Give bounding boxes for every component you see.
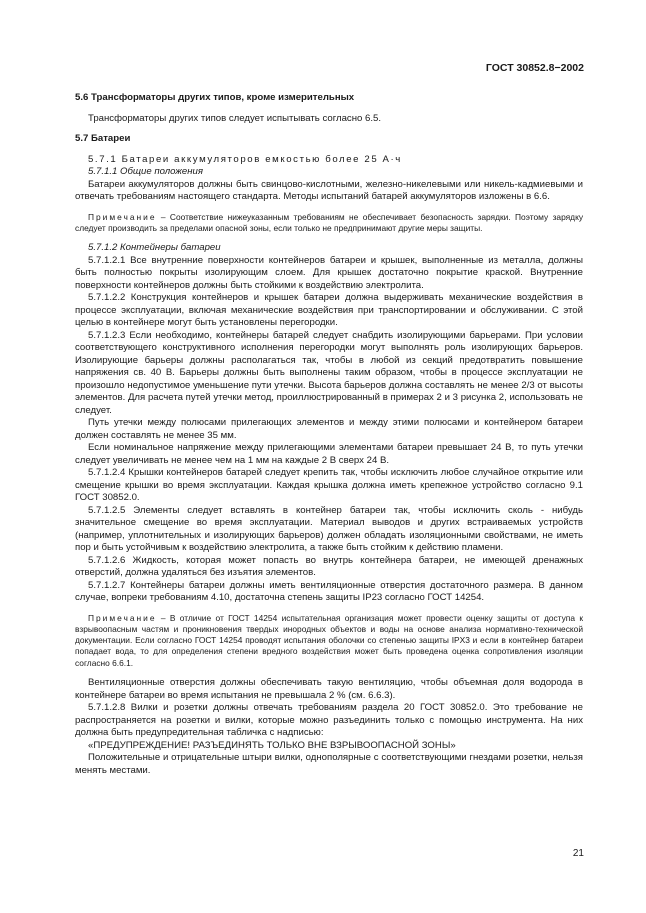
section-heading-5-6: 5.6 Трансформаторы других типов, кроме измерительных <box>75 92 355 103</box>
paragraph: Путь утечки между полюсами прилегающих элементов и между этими полюсами и контейнером батареи должен составлять не менее 35 мм. <box>75 417 583 441</box>
document-body <box>75 92 583 777</box>
warning-inscription: «ПРЕДУПРЕЖДЕНИЕ! РАЗЪЕДИНЯТЬ ТОЛЬКО ВНЕ ВЗРЫВООПАСНОЙ ЗОНЫ» <box>88 739 456 751</box>
paragraph: 5.7.1.2.6 Жидкость, которая может попасть во внутрь контейнера батареи, не имеющей дренажных отверстий, должна удаляться без изъятия элементов. <box>75 554 583 579</box>
paragraph: 5.7.1.2.1 Все внутренние поверхности контейнеров батареи и крышек, выполненные из металла, должны быть полностью покрыты изолирующим слоем. Для крышек достаточно покрытие краской. Внутренние поверхности контейнеров должны быть стойкими к воздействию электролита. <box>75 254 583 291</box>
paragraph: 5.7.1.2.5 Элементы следует вставлять в контейнер батареи так, чтобы исключить сколь - нибудь значительное смещение во время эксплуатации. Материал выводов и других встраиваемых устройств (например, уплотнительных и изолирующих барьеров) должен обладать изоляционными свойствами, не иметь пор и быть устойчивым к воздействию электролита, а также быть стойким к действию пламени. <box>75 504 583 554</box>
note-1 <box>75 212 583 235</box>
paragraph: 5.7.1.2.2 Конструкция контейнеров и крышек батареи должна выдерживать механические воздействия в процессе эксплуатации, включая механические воздействия при транспортировании и обслуживании. С этой целью в контейнере могут быть установлены перегородки. <box>75 292 583 329</box>
note-label: Примечание <box>88 211 157 222</box>
paragraph: Вентиляционные отверстия должны обеспечивать такую вентиляцию, чтобы объемная доля водорода в контейнере батареи во время испытания не превышала 2 % (см. 6.6.3). <box>75 677 583 701</box>
paragraph: 5.7.1.2.7 Контейнеры батареи должны иметь вентиляционные отверстия достаточного размера. В данном случае, вопреки требованиям 4.10, достаточна степень защиты IP23 согласно ГОСТ 14254. <box>75 579 583 604</box>
paragraph: Батареи аккумуляторов должны быть свинцово-кислотными, железно-никелевыми или никель-кадмиевыми и отвечать требованиям настоящего стандарта. Методы испытаний батарей аккумуляторов изложены в 6.6. <box>75 178 583 202</box>
subsection-title-5-7-1-2: 5.7.1.2 Контейнеры батареи <box>88 242 221 254</box>
document-code-header: ГОСТ 30852.8−2002 <box>485 62 584 74</box>
paragraph: 5.7.1.2.8 Вилки и розетки должны отвечать требованиям раздела 20 ГОСТ 30852.0. Это требование не распространяется на розетки и вилки, которые можно разъединить только с помощью инструмента. На них должна быть предупредительная табличка с надписью: <box>75 702 583 739</box>
section-heading-5-7: 5.7 Батареи <box>75 133 131 144</box>
note-2 <box>75 613 583 669</box>
subsection-heading-5-7-1: 5.7.1 Батареи аккумуляторов емкостью более 25 А·ч <box>88 153 402 165</box>
paragraph: Трансформаторы других типов следует испытывать согласно 6.5. <box>88 112 382 124</box>
note-text: – Соответствие нижеуказанным требованиям не обеспечивает безопасность зарядки. Поэтому зарядку следует производить за пределами опасной зоны, если только не предпринимают другие меры защиты. <box>75 211 584 233</box>
note-label: Примечание <box>88 612 157 623</box>
paragraph: 5.7.1.2.3 Если необходимо, контейнеры батарей следует снабдить изолирующими барьерами. При условии соответствующего конструктивного исполнения перегородки могут выполнять роль изолирующих барьеров. Изолирующие барьеры должны располагаться так, чтобы в любой из секций предотвратить повышение напряжения св. 40 В. Барьеры должны быть выполнены таким образом, чтобы в процессе эксплуатации не произошло недопустимое уменьшение пути утечки. Высота барьеров должна составлять не менее 2/3 от высоты элементов. Для расчета путей утечки метод, проиллюстрированный в примерах 2 и 3 рисунка 2, использовать не следует. <box>75 329 583 416</box>
paragraph: Если номинальное напряжение между прилегающими элементами батареи превышает 24 В, то путь утечки следует увеличивать не менее чем на 1 мм на каждые 2 В сверх 24 В. <box>75 442 583 466</box>
note-text: – В отличие от ГОСТ 14254 испытательная организация может провести оценку защиты от доступа к взрывоопасным частям и проникновения твердых инородных объектов и воды на основе анализа нормативно-технической документации. Если согласно ГОСТ 14254 проводят испытания оболочки со степенью защиты IPX3 и если в контейнер батареи попадает вода, то для определения степени вредного воздействия может быть проведена оценка сопротивления изоляции согласно 6.6.1. <box>75 612 583 668</box>
paragraph: 5.7.1.2.4 Крышки контейнеров батарей следует крепить так, чтобы исключить любое случайное открытие или смещение крышки во время эксплуатации. Каждая крышка должна иметь крепежное устройство согласно 9.1 ГОСТ 30852.0. <box>75 467 583 504</box>
page-number: 21 <box>572 848 584 859</box>
paragraph: Положительные и отрицательные штыри вилки, однополярные с соответствующими гнездами розетки, нельзя менять местами. <box>75 752 583 776</box>
subsection-title-5-7-1-1: 5.7.1.1 Общие положения <box>88 166 203 177</box>
